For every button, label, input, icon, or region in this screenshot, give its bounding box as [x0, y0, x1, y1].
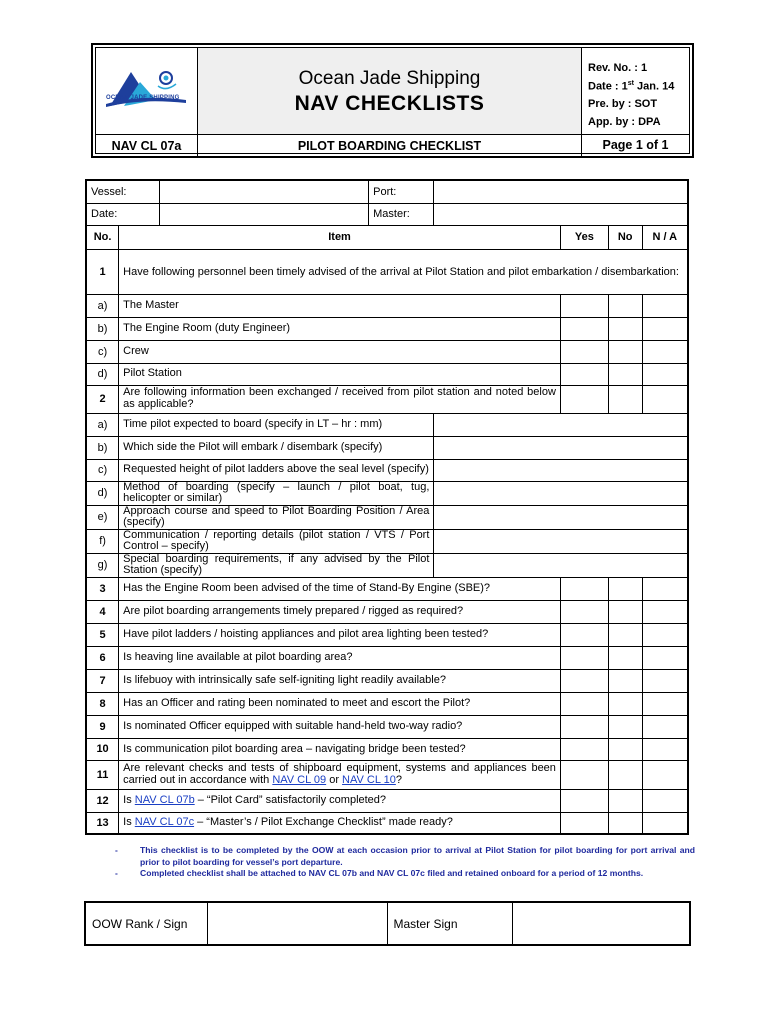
no-box[interactable] — [608, 600, 642, 623]
na-box[interactable] — [642, 669, 688, 692]
na-box[interactable] — [642, 646, 688, 669]
yes-box[interactable] — [560, 812, 608, 834]
answer-field[interactable] — [434, 481, 688, 505]
note-item: - This checklist is to be completed by the OOW at each occasion prior to arrival at Pilot Station for pilot boarding for port arrival and prior to pilot boarding for vessel’s port departure. — [115, 845, 695, 867]
table-row: 8 Has an Officer and rating been nominated to meet and escort the Pilot? — [86, 692, 688, 715]
answer-field[interactable] — [434, 436, 688, 459]
vessel-port-row — [86, 180, 688, 203]
port-field[interactable] — [434, 180, 688, 203]
answer-field[interactable] — [434, 413, 688, 436]
company-name: Ocean Jade Shipping — [298, 68, 481, 89]
no-box[interactable] — [608, 363, 642, 385]
rev-no: Rev. No. : 1 — [588, 62, 648, 74]
no-box[interactable] — [608, 669, 642, 692]
note-item: - Completed checklist shall be attached to NAV CL 07b and NAV CL 07c filed and retained onboard for a period of 12 months. — [115, 868, 644, 878]
no-box[interactable] — [608, 317, 642, 340]
yes-box[interactable] — [560, 669, 608, 692]
no-box[interactable] — [608, 738, 642, 760]
revision-block — [582, 48, 689, 134]
na-box[interactable] — [642, 317, 688, 340]
col-header-no: No. — [86, 225, 119, 249]
notes-section — [109, 845, 695, 880]
approved-by: App. by : DPA — [588, 116, 661, 128]
nav-cl-10-link[interactable]: NAV CL 10 — [342, 773, 396, 786]
table-row: 2 Are following information been exchanged / received from pilot station and noted below as applicable? — [86, 385, 688, 413]
master-sign-label: Master Sign — [387, 902, 512, 945]
table-row: a) The Master — [86, 294, 688, 317]
table-row: b) Which side the Pilot will embark / disembark (specify) — [86, 436, 688, 459]
oow-sign-label: OOW Rank / Sign — [85, 902, 207, 945]
no-box[interactable] — [608, 340, 642, 363]
no-box[interactable] — [608, 577, 642, 600]
na-box[interactable] — [642, 363, 688, 385]
table-row: 13 Is NAV CL 07c – “Master’s / Pilot Exchange Checklist” made ready? — [86, 812, 688, 834]
yes-box[interactable] — [560, 340, 608, 363]
title-block — [198, 48, 582, 134]
table-row: 6 Is heaving line available at pilot boarding area? — [86, 646, 688, 669]
na-box[interactable] — [642, 340, 688, 363]
no-box[interactable] — [608, 812, 642, 834]
date-label: Date: — [86, 203, 159, 225]
na-box[interactable] — [642, 294, 688, 317]
na-box[interactable] — [642, 600, 688, 623]
no-box[interactable] — [608, 623, 642, 646]
table-row: d) Method of boarding (specify – launch / pilot boat, tug, helicopter or similar) — [86, 481, 688, 505]
document-series: NAV CHECKLISTS — [294, 92, 485, 115]
na-box[interactable] — [642, 385, 688, 413]
answer-field[interactable] — [434, 505, 688, 529]
na-box[interactable] — [642, 692, 688, 715]
yes-box[interactable] — [560, 715, 608, 738]
yes-box[interactable] — [560, 600, 608, 623]
no-box[interactable] — [608, 294, 642, 317]
vessel-label: Vessel: — [86, 180, 159, 203]
table-row: 11 Are relevant checks and tests of shipboard equipment, systems and appliances been carried out in accordance with NAV CL 09 or NAV CL 10? — [86, 760, 688, 789]
table-row: c) Crew — [86, 340, 688, 363]
page-number: Page 1 of 1 — [602, 138, 669, 152]
yes-box[interactable] — [560, 317, 608, 340]
col-header-na: N / A — [642, 225, 688, 249]
checklist-table — [85, 179, 689, 835]
table-row: b) The Engine Room (duty Engineer) — [86, 317, 688, 340]
table-row: a) Time pilot expected to board (specify in LT – hr : mm) — [86, 413, 688, 436]
na-box[interactable] — [642, 577, 688, 600]
table-row: f) Communication / reporting details (pilot station / VTS / Port Control – specify) — [86, 529, 688, 553]
document-header — [91, 43, 694, 158]
nav-cl-09-link[interactable]: NAV CL 09 — [272, 773, 327, 786]
nav-cl-07c-link[interactable]: NAV CL 07c — [134, 816, 195, 829]
issue-date: Date : 1st Jan. 14 — [588, 80, 675, 93]
na-box[interactable] — [642, 812, 688, 834]
answer-field[interactable] — [434, 459, 688, 481]
yes-box[interactable] — [560, 294, 608, 317]
col-header-item: Item — [119, 225, 561, 249]
prepared-by: Pre. by : SOT — [588, 98, 658, 110]
no-box[interactable] — [608, 692, 642, 715]
yes-box[interactable] — [560, 692, 608, 715]
table-row: 12 Is NAV CL 07b – “Pilot Card” satisfactorily completed? — [86, 789, 688, 812]
col-header-no: No — [608, 225, 642, 249]
oow-sign-field[interactable] — [207, 902, 387, 945]
table-row: 3 Has the Engine Room been advised of the time of Stand-By Engine (SBE)? — [86, 577, 688, 600]
table-row: 10 Is communication pilot boarding area – navigating bridge been tested? — [86, 738, 688, 760]
table-row: 1 Have following personnel been timely advised of the arrival at Pilot Station and pilot embarkation / disembarkation: — [86, 249, 688, 294]
na-box[interactable] — [642, 760, 688, 789]
checklist-title: PILOT BOARDING CHECKLIST — [198, 135, 582, 158]
col-header-yes: Yes — [560, 225, 608, 249]
master-field[interactable] — [434, 203, 688, 225]
table-row: 9 Is nominated Officer equipped with suitable hand-held two-way radio? — [86, 715, 688, 738]
na-box[interactable] — [642, 789, 688, 812]
port-label: Port: — [369, 180, 434, 203]
company-logo — [96, 48, 198, 134]
table-row: 5 Have pilot ladders / hoisting appliances and pilot area lighting been tested? — [86, 623, 688, 646]
ship-logo-icon — [96, 48, 196, 134]
vessel-field[interactable] — [159, 180, 368, 203]
date-field[interactable] — [159, 203, 368, 225]
no-box[interactable] — [608, 789, 642, 812]
nav-cl-07b-link[interactable]: NAV CL 07b — [134, 794, 195, 807]
table-row: 7 Is lifebuoy with intrinsically safe self-igniting light readily available? — [86, 669, 688, 692]
na-box[interactable] — [642, 715, 688, 738]
no-box[interactable] — [608, 715, 642, 738]
yes-box[interactable] — [560, 760, 608, 789]
yes-box[interactable] — [560, 738, 608, 760]
no-box[interactable] — [608, 646, 642, 669]
yes-box[interactable] — [560, 789, 608, 812]
yes-box[interactable] — [560, 363, 608, 385]
master-sign-field[interactable] — [512, 902, 690, 945]
date-master-row — [86, 203, 688, 225]
logo-text: OCEAN JADE SHIPPING — [106, 95, 180, 101]
master-label: Master: — [369, 203, 434, 225]
answer-field[interactable] — [434, 529, 688, 553]
yes-box[interactable] — [560, 385, 608, 413]
answer-field[interactable] — [434, 553, 688, 577]
yes-box[interactable] — [560, 646, 608, 669]
yes-box[interactable] — [560, 577, 608, 600]
signature-table — [84, 901, 691, 946]
table-header-row — [86, 225, 688, 249]
na-box[interactable] — [642, 623, 688, 646]
checklist-code: NAV CL 07a — [96, 135, 198, 158]
table-row: c) Requested height of pilot ladders above the seal level (specify) — [86, 459, 688, 481]
table-row: d) Pilot Station — [86, 363, 688, 385]
table-row: 4 Are pilot boarding arrangements timely prepared / rigged as required? — [86, 600, 688, 623]
table-row: g) Special boarding requirements, if any advised by the Pilot Station (specify) — [86, 553, 688, 577]
na-box[interactable] — [642, 738, 688, 760]
table-row: e) Approach course and speed to Pilot Boarding Position / Area (specify) — [86, 505, 688, 529]
no-box[interactable] — [608, 760, 642, 789]
no-box[interactable] — [608, 385, 642, 413]
yes-box[interactable] — [560, 623, 608, 646]
